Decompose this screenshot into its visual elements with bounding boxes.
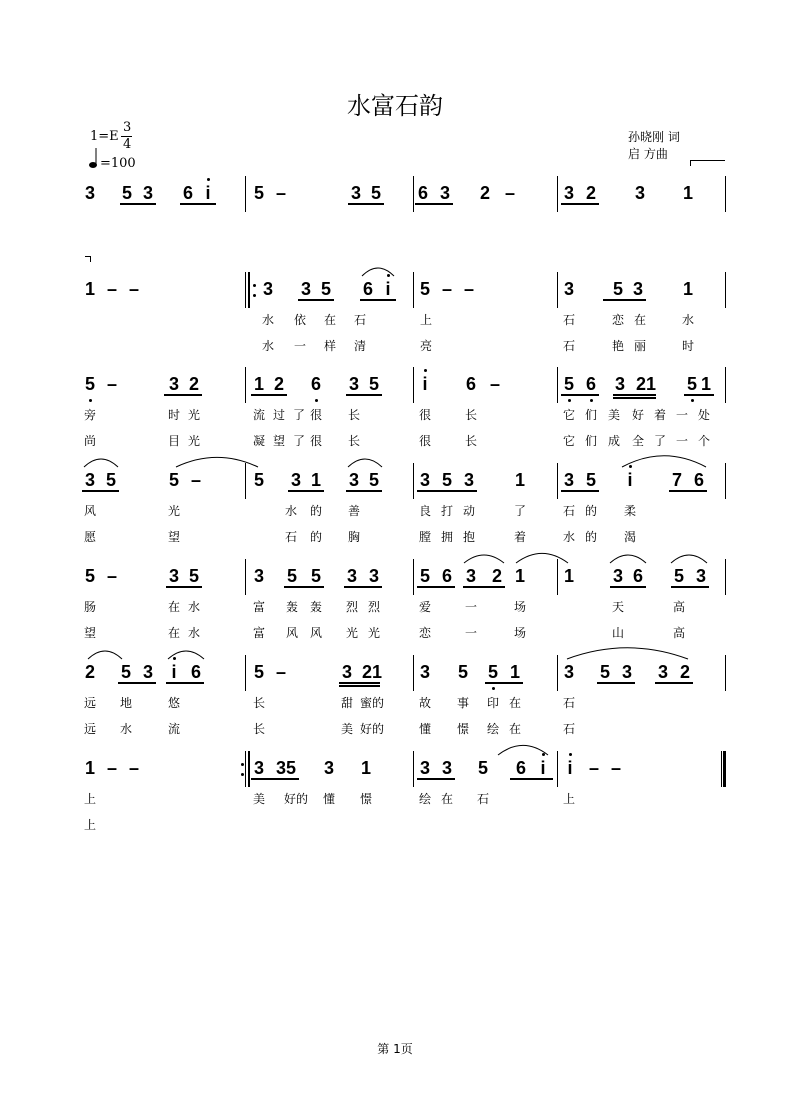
lyric-verse1: 轰 bbox=[285, 600, 299, 614]
note: 1 bbox=[84, 758, 96, 778]
note: 2 bbox=[273, 374, 285, 394]
note: 5 bbox=[585, 470, 597, 490]
lyric-verse2: 一 bbox=[293, 339, 307, 353]
note: 3 bbox=[614, 374, 626, 394]
lyric-verse2: 在 bbox=[167, 626, 181, 640]
lyric-verse1: 好 bbox=[631, 408, 645, 422]
lyric-verse2: 一 bbox=[675, 434, 689, 448]
lyric-verse1: 绘 bbox=[418, 792, 432, 806]
note: 3 bbox=[323, 758, 335, 778]
lyric-verse2: 的 bbox=[309, 530, 323, 544]
lyric-verse2: 胸 bbox=[347, 530, 361, 544]
note: 1 bbox=[509, 662, 521, 682]
lyric-verse1: 光 bbox=[167, 504, 181, 518]
lyric-verse1: 了 bbox=[292, 408, 306, 422]
note: 3 bbox=[142, 183, 154, 203]
note: 1 bbox=[700, 374, 712, 394]
lyric-verse2: 流 bbox=[167, 722, 181, 736]
lyric-verse1: 石 bbox=[562, 504, 576, 518]
note: 3 bbox=[632, 279, 644, 299]
note: 3 bbox=[419, 662, 431, 682]
note: 5 bbox=[457, 662, 469, 682]
note: – bbox=[128, 758, 140, 778]
lyric-verse2: 水 bbox=[562, 530, 576, 544]
note: – bbox=[106, 374, 118, 394]
lyric-verse1: 了 bbox=[513, 504, 527, 518]
note: 3 bbox=[168, 566, 180, 586]
lyric-verse2: 水 bbox=[261, 339, 275, 353]
lyric-verse2: 石 bbox=[562, 722, 576, 736]
note: 3 bbox=[341, 662, 353, 682]
lyric-verse2: 了 bbox=[653, 434, 667, 448]
note: 3 bbox=[634, 183, 646, 203]
lyric-verse1: 很 bbox=[418, 408, 432, 422]
lyric-verse2: 一 bbox=[464, 626, 478, 640]
note: 5 bbox=[320, 279, 332, 299]
lyric-verse2: 望 bbox=[167, 530, 181, 544]
lyric-verse1: 恋 bbox=[611, 313, 625, 327]
composer-credit: 启 方曲 bbox=[628, 147, 668, 161]
note: 5 bbox=[563, 374, 575, 394]
lyric-verse1: 上 bbox=[562, 792, 576, 806]
lyric-verse2: 时 bbox=[681, 339, 695, 353]
lyric-verse1: 美 bbox=[607, 408, 621, 422]
note: i bbox=[567, 758, 573, 778]
note: 3 bbox=[142, 662, 154, 682]
note: 3 bbox=[84, 470, 96, 490]
lyric-verse2: 很 bbox=[418, 434, 432, 448]
lyric-verse2: 目 bbox=[167, 434, 181, 448]
lyric-verse1: 过 bbox=[272, 408, 286, 422]
lyric-verse1: 在 bbox=[440, 792, 454, 806]
lyric-verse1: 肠 bbox=[83, 600, 97, 614]
note: 5 bbox=[368, 470, 380, 490]
lyric-verse1: 在 bbox=[633, 313, 647, 327]
lyric-verse1: 石 bbox=[353, 313, 367, 327]
lyric-verse1: 旁 bbox=[83, 408, 97, 422]
note: 5 bbox=[673, 566, 685, 586]
lyric-verse2: 们 bbox=[584, 434, 598, 448]
note: i bbox=[422, 374, 428, 394]
lyric-verse2: 在 bbox=[508, 722, 522, 736]
lyric-verse1: 轰 bbox=[309, 600, 323, 614]
lyric-verse1: 石 bbox=[476, 792, 490, 806]
note: 3 bbox=[612, 566, 624, 586]
note: 2 bbox=[491, 566, 503, 586]
note: i bbox=[205, 183, 211, 203]
lyric-verse1: 很 bbox=[309, 408, 323, 422]
note: 3 bbox=[300, 279, 312, 299]
lyric-verse2: 恋 bbox=[418, 626, 432, 640]
lyric-verse2: 了 bbox=[292, 434, 306, 448]
lyric-verse1: 爱 bbox=[418, 600, 432, 614]
note: 1 bbox=[360, 758, 372, 778]
lyric-verse1: 富 bbox=[252, 600, 266, 614]
lyric-verse2: 拥 bbox=[440, 530, 454, 544]
time-signature-top: 3 bbox=[123, 120, 132, 135]
tie-slur bbox=[168, 651, 204, 659]
lyric-verse1: 流 bbox=[252, 408, 266, 422]
lyric-verse2: 光 bbox=[187, 434, 201, 448]
note: 1 bbox=[682, 183, 694, 203]
note: – bbox=[588, 758, 600, 778]
note: i bbox=[171, 662, 177, 682]
lyric-verse2: 石 bbox=[284, 530, 298, 544]
note: 3 bbox=[253, 566, 265, 586]
lyric-verse2: 全 bbox=[631, 434, 645, 448]
lyric-verse1: 水 bbox=[681, 313, 695, 327]
lyric-verse2: 清 bbox=[353, 339, 367, 353]
lyric-verse2: 凝 bbox=[252, 434, 266, 448]
note: 1 bbox=[514, 470, 526, 490]
tempo: =100 bbox=[100, 156, 136, 171]
tie-slur bbox=[84, 459, 118, 467]
note: 21 bbox=[635, 374, 657, 394]
note: 3 bbox=[253, 758, 265, 778]
song-title: 水富石韵 bbox=[347, 92, 443, 120]
note: 5 bbox=[121, 183, 133, 203]
lyric-verse2: 风 bbox=[309, 626, 323, 640]
note: 3 bbox=[348, 470, 360, 490]
note: 5 bbox=[612, 279, 624, 299]
note: i bbox=[385, 279, 391, 299]
note: 3 bbox=[465, 566, 477, 586]
lyric-verse1: 长 bbox=[464, 408, 478, 422]
note: 7 bbox=[671, 470, 683, 490]
note: 3 bbox=[168, 374, 180, 394]
lyric-verse2: 远 bbox=[83, 722, 97, 736]
lyric-verse2: 样 bbox=[323, 339, 337, 353]
note: 5 bbox=[253, 183, 265, 203]
lyric-verse2: 长 bbox=[347, 434, 361, 448]
note: 2 bbox=[479, 183, 491, 203]
lyric-verse1: 地 bbox=[119, 696, 133, 710]
lyric-verse1: 长 bbox=[252, 696, 266, 710]
note: – bbox=[441, 279, 453, 299]
note: 2 bbox=[188, 374, 200, 394]
lyric-verse1: 烈 bbox=[345, 600, 359, 614]
lyric-verse1: 处 bbox=[697, 408, 711, 422]
lyric-verse1: 高 bbox=[672, 600, 686, 614]
note: 1 bbox=[253, 374, 265, 394]
note: 3 bbox=[346, 566, 358, 586]
lyric-verse1: 天 bbox=[611, 600, 625, 614]
lyric-verse1: 动 bbox=[462, 504, 476, 518]
lyric-verse2: 光 bbox=[345, 626, 359, 640]
note: 5 bbox=[286, 566, 298, 586]
note: 3 bbox=[695, 566, 707, 586]
lyric-verse1: 水 bbox=[261, 313, 275, 327]
note: 3 bbox=[563, 183, 575, 203]
page-footer: 第 1页 bbox=[377, 1042, 413, 1056]
note: 3 bbox=[350, 183, 362, 203]
lyric-verse1: 长 bbox=[347, 408, 361, 422]
lyric-verse2: 抱 bbox=[462, 530, 476, 544]
note: 3 bbox=[419, 470, 431, 490]
note: 1 bbox=[84, 279, 96, 299]
lyric-verse2: 个 bbox=[697, 434, 711, 448]
note: 21 bbox=[361, 662, 383, 682]
lyric-verse1: 好的 bbox=[283, 792, 309, 806]
note: – bbox=[610, 758, 622, 778]
note: 6 bbox=[182, 183, 194, 203]
lyric-verse1: 故 bbox=[418, 696, 432, 710]
note: i bbox=[627, 470, 633, 490]
lyric-verse1: 甜 bbox=[340, 696, 354, 710]
note: 5 bbox=[370, 183, 382, 203]
note: 5 bbox=[419, 279, 431, 299]
note: – bbox=[275, 662, 287, 682]
lyric-verse1: 水 bbox=[284, 504, 298, 518]
note: 6 bbox=[362, 279, 374, 299]
lyric-verse1: 善 bbox=[347, 504, 361, 518]
note: 5 bbox=[105, 470, 117, 490]
tie-slur bbox=[464, 555, 504, 563]
note: 6 bbox=[417, 183, 429, 203]
note: 1 bbox=[682, 279, 694, 299]
lyric-verse2: 亮 bbox=[419, 339, 433, 353]
lyric-verse2: 光 bbox=[367, 626, 381, 640]
lyric-verse2: 望 bbox=[83, 626, 97, 640]
lyric-verse1: 着 bbox=[653, 408, 667, 422]
note: 3 bbox=[419, 758, 431, 778]
note: – bbox=[128, 279, 140, 299]
lyric-verse2: 场 bbox=[513, 626, 527, 640]
note: 3 bbox=[563, 470, 575, 490]
note: 1 bbox=[514, 566, 526, 586]
lyric-verse1: 一 bbox=[464, 600, 478, 614]
tie-slur bbox=[516, 553, 568, 563]
lyric-verse1: 在 bbox=[508, 696, 522, 710]
note: 3 bbox=[262, 279, 274, 299]
note: 3 bbox=[657, 662, 669, 682]
lyric-verse2: 艳 bbox=[611, 339, 625, 353]
lyric-verse2: 懂 bbox=[418, 722, 432, 736]
tie-slur bbox=[88, 651, 122, 659]
lyric-verse1: 在 bbox=[323, 313, 337, 327]
lyric-verse2: 石 bbox=[562, 339, 576, 353]
note: – bbox=[275, 183, 287, 203]
note: 5 bbox=[477, 758, 489, 778]
lyric-verse1: 石 bbox=[562, 313, 576, 327]
tie-slur bbox=[622, 456, 706, 467]
lyric-verse1: 的 bbox=[584, 504, 598, 518]
tie-slur bbox=[348, 459, 382, 467]
note: 6 bbox=[441, 566, 453, 586]
lyric-verse2: 长 bbox=[252, 722, 266, 736]
note: 5 bbox=[168, 470, 180, 490]
lyric-verse1: 懂 bbox=[322, 792, 336, 806]
key-signature: 1=E bbox=[90, 129, 119, 144]
note: 3 bbox=[563, 662, 575, 682]
lyric-verse2: 憬 bbox=[456, 722, 470, 736]
lyric-verse1: 蜜的 bbox=[359, 696, 385, 710]
lyric-verse1: 美 bbox=[252, 792, 266, 806]
note: 5 bbox=[84, 374, 96, 394]
note: – bbox=[463, 279, 475, 299]
lyric-verse2: 膛 bbox=[418, 530, 432, 544]
lyric-verse2: 的 bbox=[584, 530, 598, 544]
note: 6 bbox=[190, 662, 202, 682]
lyric-verse1: 依 bbox=[293, 313, 307, 327]
note: 6 bbox=[310, 374, 322, 394]
lyric-verse2: 高 bbox=[672, 626, 686, 640]
lyric-verse1: 良 bbox=[418, 504, 432, 518]
lyric-verse1: 一 bbox=[675, 408, 689, 422]
note: 3 bbox=[463, 470, 475, 490]
lyric-verse1: 水 bbox=[187, 600, 201, 614]
note: 1 bbox=[310, 470, 322, 490]
lyric-verse1: 光 bbox=[187, 408, 201, 422]
note: 5 bbox=[686, 374, 698, 394]
note: 6 bbox=[632, 566, 644, 586]
note: 35 bbox=[275, 758, 297, 778]
note: 5 bbox=[599, 662, 611, 682]
note: 6 bbox=[585, 374, 597, 394]
note: – bbox=[504, 183, 516, 203]
lyric-verse1: 它 bbox=[562, 408, 576, 422]
tie-slur bbox=[362, 268, 394, 276]
note: 5 bbox=[310, 566, 322, 586]
lyric-verse1: 憬 bbox=[359, 792, 373, 806]
note: 5 bbox=[368, 374, 380, 394]
note: – bbox=[106, 279, 118, 299]
note: – bbox=[190, 470, 202, 490]
lyric-verse2: 尚 bbox=[83, 434, 97, 448]
note: 6 bbox=[693, 470, 705, 490]
lyric-verse2: 望 bbox=[272, 434, 286, 448]
lyric-verse1: 柔 bbox=[623, 504, 637, 518]
lyric-verse2: 它 bbox=[562, 434, 576, 448]
lyric-verse2: 美 bbox=[340, 722, 354, 736]
lyricist-credit: 孙晓刚 词 bbox=[628, 130, 680, 144]
lyric-verse2: 富 bbox=[252, 626, 266, 640]
note: 3 bbox=[621, 662, 633, 682]
note: 6 bbox=[515, 758, 527, 778]
lyric-verse1: 场 bbox=[513, 600, 527, 614]
lyric-verse1: 悠 bbox=[167, 696, 181, 710]
lyric-verse1: 石 bbox=[562, 696, 576, 710]
lyric-verse1: 事 bbox=[456, 696, 470, 710]
note: 2 bbox=[585, 183, 597, 203]
time-signature-bottom: 4 bbox=[123, 137, 132, 152]
note: 3 bbox=[441, 758, 453, 778]
note: 1 bbox=[563, 566, 575, 586]
note: i bbox=[540, 758, 546, 778]
note: 3 bbox=[368, 566, 380, 586]
note: 5 bbox=[441, 470, 453, 490]
note: 3 bbox=[563, 279, 575, 299]
note: 2 bbox=[84, 662, 96, 682]
lyric-verse1: 上 bbox=[83, 792, 97, 806]
lyric-verse2: 绘 bbox=[486, 722, 500, 736]
note: 3 bbox=[290, 470, 302, 490]
lyric-verse1: 上 bbox=[419, 313, 433, 327]
note: 3 bbox=[84, 183, 96, 203]
tie-slur bbox=[671, 555, 707, 563]
lyric-verse2: 山 bbox=[611, 626, 625, 640]
tie-slur bbox=[610, 555, 646, 563]
lyric-verse1: 远 bbox=[83, 696, 97, 710]
lyric-verse1: 打 bbox=[440, 504, 454, 518]
note: – bbox=[489, 374, 501, 394]
note: 5 bbox=[188, 566, 200, 586]
lyric-verse2: 丽 bbox=[633, 339, 647, 353]
tie-slur bbox=[498, 745, 548, 755]
lyric-verse1: 们 bbox=[584, 408, 598, 422]
lyric-verse2: 好的 bbox=[359, 722, 385, 736]
lyric-verse1: 印 bbox=[486, 696, 500, 710]
lyric-verse2: 着 bbox=[513, 530, 527, 544]
note: 5 bbox=[253, 662, 265, 682]
lyric-verse2: 渴 bbox=[623, 530, 637, 544]
lyric-verse1: 烈 bbox=[367, 600, 381, 614]
lyric-verse1: 在 bbox=[167, 600, 181, 614]
lyric-verse1: 的 bbox=[309, 504, 323, 518]
note: – bbox=[106, 566, 118, 586]
note: 5 bbox=[120, 662, 132, 682]
note: 5 bbox=[487, 662, 499, 682]
lyric-verse2: 水 bbox=[187, 626, 201, 640]
lyric-verse1: 时 bbox=[167, 408, 181, 422]
lyric-verse2: 风 bbox=[285, 626, 299, 640]
tie-slur bbox=[176, 457, 258, 467]
note: 3 bbox=[348, 374, 360, 394]
note: 6 bbox=[465, 374, 477, 394]
lyric-verse2: 很 bbox=[309, 434, 323, 448]
lyric-verse2: 上 bbox=[83, 818, 97, 832]
note: 2 bbox=[679, 662, 691, 682]
lyric-verse2: 愿 bbox=[83, 530, 97, 544]
note: 5 bbox=[253, 470, 265, 490]
note: 5 bbox=[84, 566, 96, 586]
lyric-verse2: 水 bbox=[119, 722, 133, 736]
note: 5 bbox=[419, 566, 431, 586]
note: 3 bbox=[439, 183, 451, 203]
note: – bbox=[106, 758, 118, 778]
tie-slur bbox=[567, 648, 688, 659]
lyric-verse2: 成 bbox=[607, 434, 621, 448]
lyric-verse2: 长 bbox=[464, 434, 478, 448]
lyric-verse1: 风 bbox=[83, 504, 97, 518]
